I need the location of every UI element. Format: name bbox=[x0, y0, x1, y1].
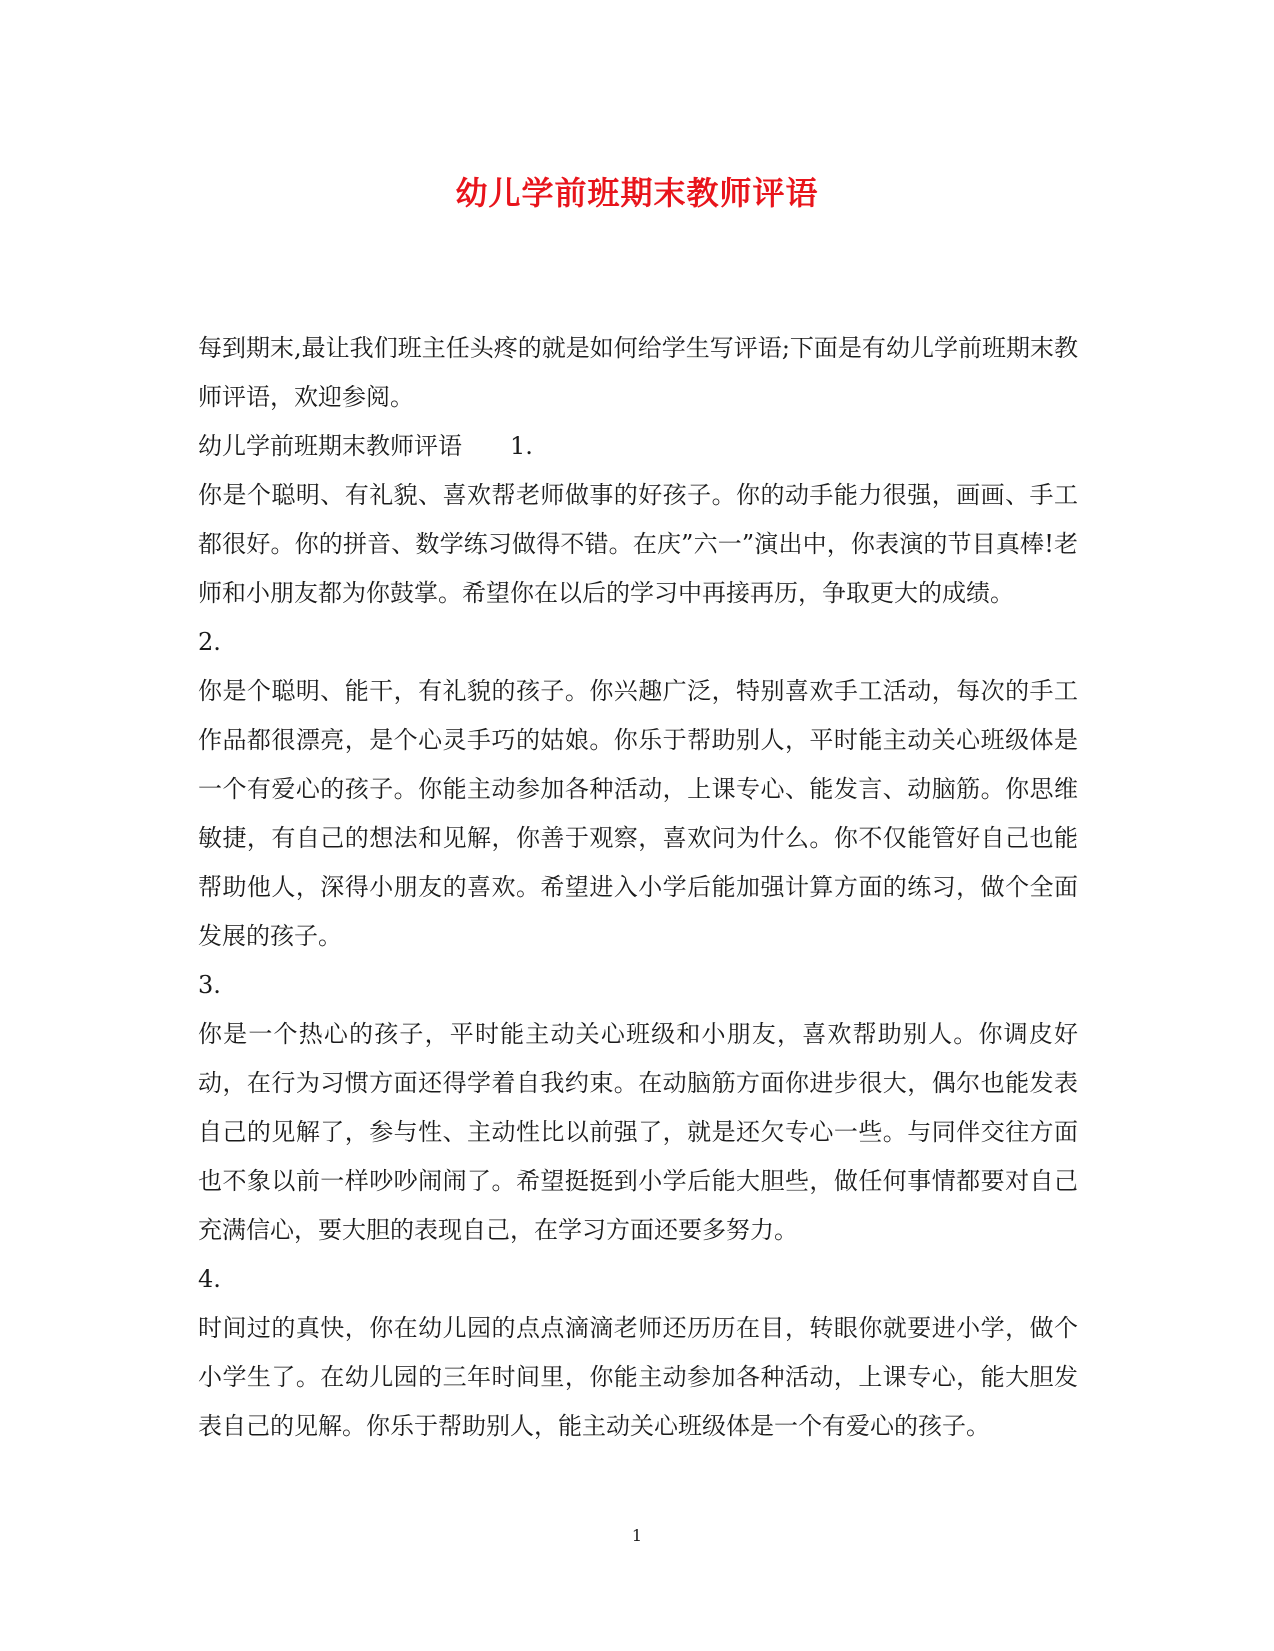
document-title: 幼儿学前班期末教师评语 bbox=[455, 174, 819, 212]
item-text-4: 时间过的真快，你在幼儿园的点点滴滴老师还历历在目，转眼你就要进小学，做个小学生了。在幼儿园的三年时间里，你能主动参加各种活动，上课专心，能大胆发表自己的见解。你乐于帮助别人，能主动关心班级体是一个有爱心的孩子。 bbox=[198, 1314, 1078, 1440]
intro-paragraph: 每到期末,最让我们班主任头疼的就是如何给学生写评语;下面是有幼儿学前班期末教师评语，欢迎参阅。 bbox=[198, 334, 1078, 411]
document-body bbox=[198, 324, 1078, 1451]
section-heading-line bbox=[198, 422, 1078, 471]
item-number-2: 2. bbox=[198, 628, 221, 656]
section-heading: 幼儿学前班期末教师评语 bbox=[198, 432, 462, 460]
item-number-3: 3. bbox=[198, 971, 221, 999]
item-text-3: 你是一个热心的孩子，平时能主动关心班级和小朋友，喜欢帮助别人。你调皮好动，在行为习惯方面还得学着自我约束。在动脑筋方面你进步很大，偶尔也能发表自己的见解了，参与性、主动性比以前强了，就是还欠专心一些。与同伴交往方面也不象以前一样吵吵闹闹了。希望挺挺到小学后能大胆些，做任何事情都要对自己充满信心，要大胆的表现自己，在学习方面还要多努力。 bbox=[198, 1020, 1078, 1244]
item-text-1: 你是个聪明、有礼貌、喜欢帮老师做事的好孩子。你的动手能力很强，画画、手工都很好。你的拼音、数学练习做得不错。在庆”六一”演出中，你表演的节目真棒!老师和小朋友都为你鼓掌。希望你在以后的学习中再接再历，争取更大的成绩。 bbox=[198, 481, 1078, 607]
page-number: 1 bbox=[631, 1526, 643, 1545]
item-text-2: 你是个聪明、能干，有礼貌的孩子。你兴趣广泛，特别喜欢手工活动，每次的手工作品都很漂亮，是个心灵手巧的姑娘。你乐于帮助别人，平时能主动关心班级体是一个有爱心的孩子。你能主动参加各种活动，上课专心、能发言、动脑筋。你思维敏捷，有自己的想法和见解，你善于观察，喜欢问为什么。你不仅能管好自己也能帮助他人，深得小朋友的喜欢。希望进入小学后能加强计算方面的练习，做个全面发展的孩子。 bbox=[198, 677, 1078, 950]
item-number-4: 4. bbox=[198, 1265, 221, 1293]
item-number-1: 1. bbox=[510, 432, 533, 460]
